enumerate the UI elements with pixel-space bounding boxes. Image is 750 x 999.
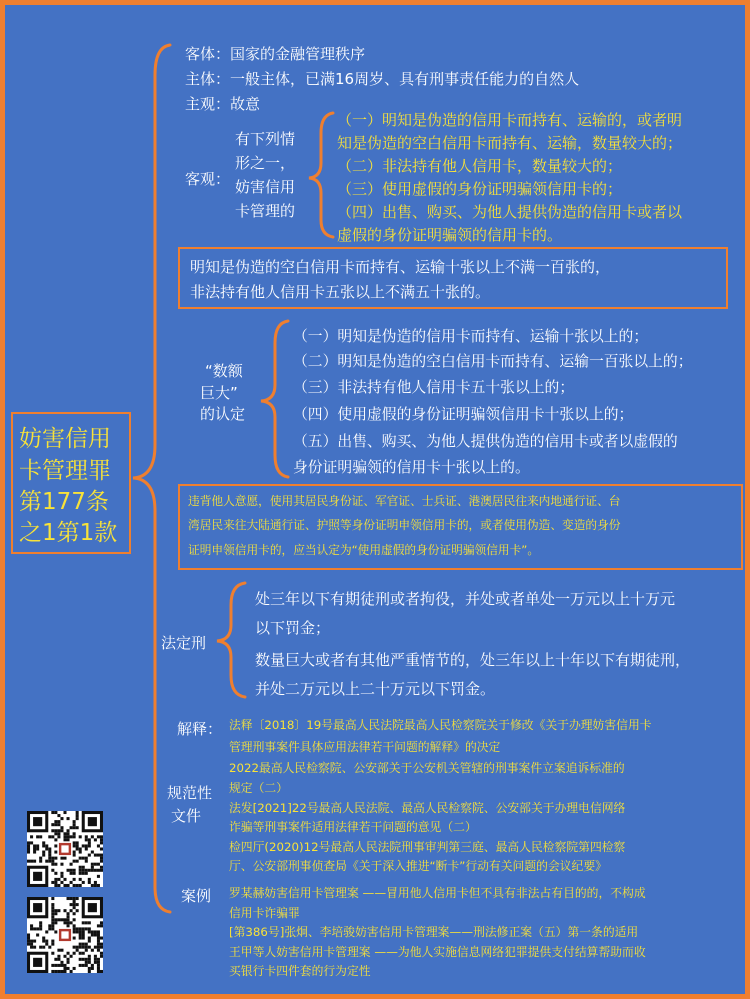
qr-pattern-1 <box>27 811 103 887</box>
penalty-line-2: 以下罚金； <box>255 619 331 637</box>
cases-label: 案例 <box>181 887 212 905</box>
huge-amount-label-2: 巨大” <box>200 384 238 402</box>
objective-item-4b: 虚假的身份证明骗领的信用卡的。 <box>337 226 563 244</box>
qr-code-1[interactable] <box>27 811 103 887</box>
objective-item-2: （二）非法持有他人信用卡，数量较大的； <box>337 157 623 175</box>
subject-of-crime: 主体：一般主体，已满16周岁、具有刑事责任能力的自然人 <box>185 70 580 88</box>
objective-bracket <box>309 113 333 237</box>
normative-line-3: 法发[2021]22号最高人民法院、最高人民检察院、公安部关于办理电信网络 <box>229 801 626 815</box>
interpretation-line-1: 法释〔2018〕19号最高人民法院最高人民检察院关于修改《关于办理妨害信用卡 <box>229 718 652 732</box>
mindmap-board <box>5 5 745 994</box>
title-line-4: 之1第1款 <box>19 520 118 546</box>
main-bracket <box>133 45 170 912</box>
penalty-line-3: 数量巨大或者有其他严重情节的，处三年以上十年以下有期徒刑， <box>255 651 691 669</box>
normative-line-2: 规定（二） <box>229 781 288 795</box>
normative-label-2: 文件 <box>171 807 202 825</box>
interpretation-line-2: 管理刑事案件具体应用法律若干问题的解释》的决定 <box>229 740 501 754</box>
false-id-note-line-2: 湾居民来往大陆通行证、护照等身份证明申领信用卡的，或者使用伪造、变造的身份 <box>188 518 621 532</box>
objective-label: 客观： <box>185 170 231 188</box>
objective-item-3: （三）使用虚假的身份证明骗领信用卡的； <box>337 180 623 198</box>
quantity-large-note-line-2: 非法持有他人信用卡五张以上不满五十张的。 <box>190 283 491 301</box>
object-of-crime: 客体：国家的金融管理秩序 <box>185 45 366 63</box>
false-id-note-line-3: 证明申领信用卡的，应当认定为“使用虚假的身份证明骗领信用卡”。 <box>188 543 540 557</box>
case-line-5: 买银行卡四件套的行为定性 <box>229 964 371 978</box>
penalty-bracket <box>217 583 245 697</box>
title-line-2: 卡管理罪 <box>19 458 111 484</box>
huge-amount-item-5b: 身份证明骗领的信用卡十张以上的。 <box>293 459 530 476</box>
case-line-3: [第386号]张炯、李培骏妨害信用卡管理案——刑法修正案（五）第一条的适用 <box>229 925 639 939</box>
case-line-1: 罗某赫妨害信用卡管理案 ——冒用他人信用卡但不具有非法占有目的的，不构成 <box>229 886 646 900</box>
huge-amount-item-3: （三）非法持有他人信用卡五十张以上的； <box>293 379 575 396</box>
penalty-line-4: 并处二万元以上二十万元以下罚金。 <box>255 680 496 698</box>
huge-amount-item-2: （二）明知是伪造的空白信用卡而持有、运输一百张以上的； <box>293 353 693 370</box>
objective-item-1a: （一）明知是伪造的信用卡而持有、运输的，或者明 <box>337 111 683 129</box>
case-line-4: 王甲等人妨害信用卡管理案 ——为他人实施信息网络犯罪提供支付结算帮助而收 <box>229 945 646 959</box>
mental-element: 主观：故意 <box>185 95 261 113</box>
objective-item-1b: 知是伪造的空白信用卡而持有、运输，数量较大的； <box>337 134 683 152</box>
quantity-large-note-line-1: 明知是伪造的空白信用卡而持有、运输十张以上不满一百张的， <box>190 258 611 276</box>
objective-sub-3: 妨害信用 <box>235 178 296 196</box>
qr-code-2[interactable] <box>27 897 103 973</box>
penalty-label: 法定刑 <box>161 634 207 652</box>
objective-sub-1: 有下列情 <box>235 130 296 148</box>
huge-amount-item-5a: （五）出售、购买、为他人提供伪造的信用卡或者以虚假的 <box>293 433 678 450</box>
normative-line-6: 厅、公安部刑事侦查局《关于深入推进“断卡”行动有关问题的会议纪要》 <box>229 859 607 873</box>
normative-line-5: 检四厅(2020)12号最高人民法院刑事审判第三庭、最高人民检察院第四检察 <box>229 840 626 854</box>
penalty-line-1: 处三年以下有期徒刑或者拘役，并处或者单处一万元以上十万元 <box>255 590 676 608</box>
normative-line-4: 诈骗等刑事案件适用法律若干问题的意见（二） <box>229 820 477 834</box>
huge-amount-item-1: （一）明知是伪造的信用卡而持有、运输十张以上的； <box>293 328 649 345</box>
qr-pattern-2 <box>27 897 103 973</box>
huge-amount-bracket <box>261 321 288 477</box>
title-line-3: 第177条 <box>19 489 109 515</box>
interpretation-label: 解释： <box>177 720 223 738</box>
false-id-note-line-1: 违背他人意愿，使用其居民身份证、军官证、士兵证、港澳居民往来内地通行证、台 <box>188 494 621 508</box>
objective-item-4a: （四）出售、购买、为他人提供伪造的信用卡或者以 <box>337 203 683 221</box>
huge-amount-label-1: “数额 <box>205 362 243 380</box>
normative-label-1: 规范性 <box>167 784 213 802</box>
huge-amount-item-4: （四）使用虚假的身份证明骗领信用卡十张以上的； <box>293 406 634 423</box>
title-line-1: 妨害信用 <box>19 426 111 452</box>
case-line-2: 信用卡诈骗罪 <box>229 906 300 920</box>
objective-sub-2: 形之一， <box>235 154 296 172</box>
normative-line-1: 2022最高人民检察院、公安部关于公安机关管辖的刑事案件立案追诉标准的 <box>229 761 625 775</box>
huge-amount-label-3: 的认定 <box>200 405 246 423</box>
objective-sub-4: 卡管理的 <box>235 202 296 220</box>
